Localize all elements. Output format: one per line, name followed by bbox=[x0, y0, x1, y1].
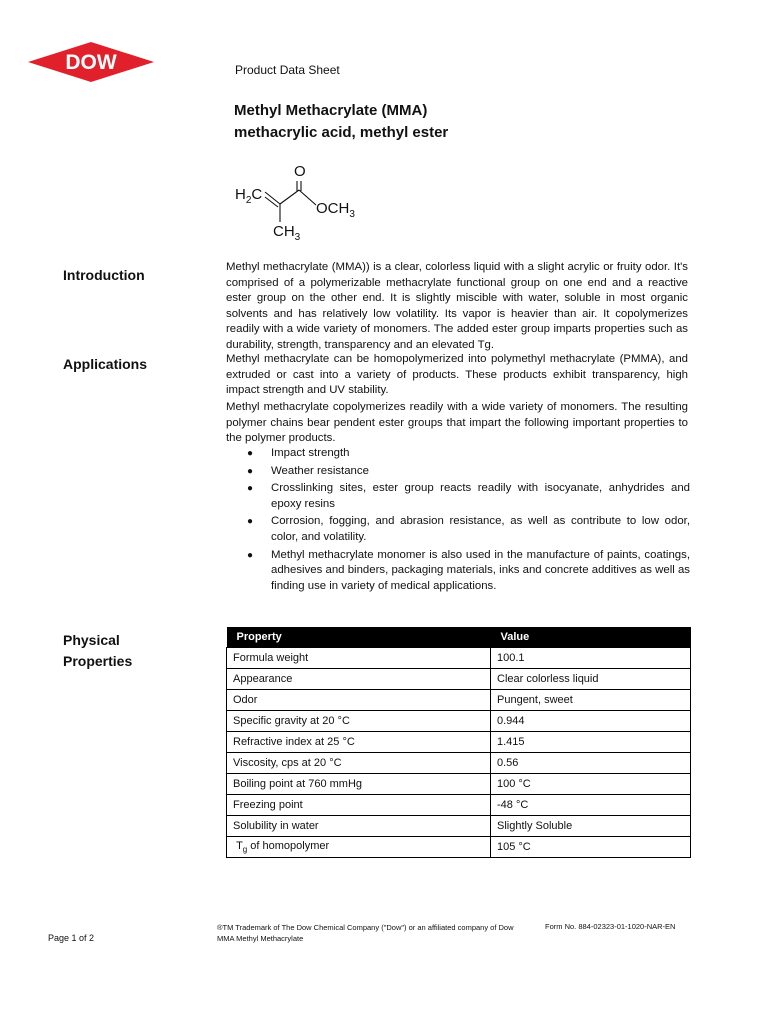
value-cell: 100 °C bbox=[491, 774, 691, 795]
bullet-icon: ● bbox=[247, 483, 254, 495]
property-cell: Formula weight bbox=[227, 648, 491, 669]
table-row bbox=[227, 669, 691, 690]
property-cell: Appearance bbox=[227, 669, 491, 690]
page-subtitle: methacrylic acid, methyl ester bbox=[234, 124, 449, 141]
applications-paragraph-1: Methyl methacrylate can be homopolymerized into polymethyl methacrylate (PMMA), and extruded or cast into a variety of products. These products exhibit transparency, high impact strength and UV stability. bbox=[226, 353, 688, 397]
section-heading-line: Properties bbox=[63, 653, 133, 669]
property-cell: Solubility in water bbox=[227, 816, 491, 837]
section-heading-introduction: Introduction bbox=[63, 267, 145, 283]
form-number: Form No. 884-02323-01-1020-NAR-EN bbox=[545, 922, 676, 931]
section-heading-applications: Applications bbox=[63, 356, 148, 372]
properties-bullet-list bbox=[226, 446, 690, 596]
table-row bbox=[227, 816, 691, 837]
table-row bbox=[227, 774, 691, 795]
value-cell: Slightly Soluble bbox=[491, 816, 691, 837]
bullet-icon: ● bbox=[247, 516, 254, 528]
svg-text:CH3: $CH_3$ bbox=[273, 223, 301, 243]
svg-text:H2C: $H_2C$ bbox=[235, 186, 263, 206]
list-item: ● Methyl methacrylate monomer is also used in the manufacture of paints, coatings, adhesives and binders, packaging materials, inks and concrete additives as well as finding use in variety of medical applications. bbox=[247, 548, 690, 592]
applications-paragraph-2: Methyl methacrylate copolymerizes readily with a wide variety of monomers. The resulting polymer chains bear pendent ester groups that impart the following important properties to the polymer products. bbox=[226, 401, 688, 445]
logo-text: DOW bbox=[65, 51, 117, 74]
trademark-line: ®TM Trademark of The Dow Chemical Company ("Dow") or an affiliated company of Dow bbox=[217, 923, 514, 932]
document-type: Product Data Sheet bbox=[235, 63, 340, 77]
table-row bbox=[227, 795, 691, 816]
property-cell: $T_g$ of homopolymer bbox=[227, 837, 491, 858]
value-cell: 0.56 bbox=[491, 753, 691, 774]
table-row bbox=[227, 753, 691, 774]
page-title: Methyl Methacrylate (MMA) bbox=[234, 102, 428, 119]
value-cell: 0.944 bbox=[491, 711, 691, 732]
value-cell: Clear colorless liquid bbox=[491, 669, 691, 690]
introduction-paragraph: Methyl methacrylate (MMA)) is a clear, colorless liquid with a slight acrylic or fruity odor. It's comprised of a polymerizable methacrylate functional group on one end and a reactive ester group on the other end. It is slightly miscible with water, soluble in most organic solvents and has relatively low volatility. Its vapor is heavier than air. It copolymerizes readily with a wide variety of monomers. The added ester group imparts properties such as durability, strength, transparency and an elevated Tg. bbox=[226, 261, 688, 351]
bullet-icon: ● bbox=[247, 465, 254, 477]
dow-logo bbox=[26, 40, 156, 84]
value-cell: 100.1 bbox=[491, 648, 691, 669]
list-item: ● Crosslinking sites, ester group reacts readily with isocyanate, anhydrides and epoxy resins bbox=[247, 482, 690, 510]
value-cell: Pungent, sweet bbox=[491, 690, 691, 711]
trademark-notice bbox=[217, 922, 514, 944]
table-row bbox=[227, 648, 691, 669]
property-cell: Boiling point at 760 mmHg bbox=[227, 774, 491, 795]
svg-text:O: O bbox=[294, 163, 306, 180]
table-row bbox=[227, 837, 691, 858]
value-cell: -48 °C bbox=[491, 795, 691, 816]
column-header-value: Value bbox=[491, 627, 691, 648]
property-cell: Freezing point bbox=[227, 795, 491, 816]
table-row bbox=[227, 732, 691, 753]
svg-text:OCH3: $OCH_3$ bbox=[316, 200, 355, 220]
table-row bbox=[227, 711, 691, 732]
page-number: Page 1 of 2 bbox=[48, 933, 95, 943]
list-item: ● Corrosion, fogging, and abrasion resistance, as well as contribute to low odor, color, and volatility. bbox=[247, 515, 690, 543]
column-header-property: Property bbox=[227, 627, 491, 648]
table-header-row bbox=[227, 627, 691, 648]
table-row bbox=[227, 690, 691, 711]
list-item: ● Impact strength bbox=[226, 446, 690, 462]
chemical-structure bbox=[232, 160, 367, 245]
value-cell: 105 °C bbox=[491, 837, 691, 858]
trademark-line: MMA Methyl Methacrylate bbox=[217, 934, 304, 943]
physical-properties-table bbox=[226, 627, 691, 858]
section-heading-physical-properties bbox=[63, 630, 132, 672]
property-cell: Odor bbox=[227, 690, 491, 711]
bullet-icon: ● bbox=[247, 448, 254, 459]
property-cell: Viscosity, cps at 20 °C bbox=[227, 753, 491, 774]
property-cell: Refractive index at 25 °C bbox=[227, 732, 491, 753]
bullet-icon: ● bbox=[247, 549, 254, 561]
value-cell: 1.415 bbox=[491, 732, 691, 753]
list-item: ● Weather resistance bbox=[226, 464, 690, 480]
property-cell: Specific gravity at 20 °C bbox=[227, 711, 491, 732]
section-heading-line: Physical bbox=[63, 632, 120, 648]
